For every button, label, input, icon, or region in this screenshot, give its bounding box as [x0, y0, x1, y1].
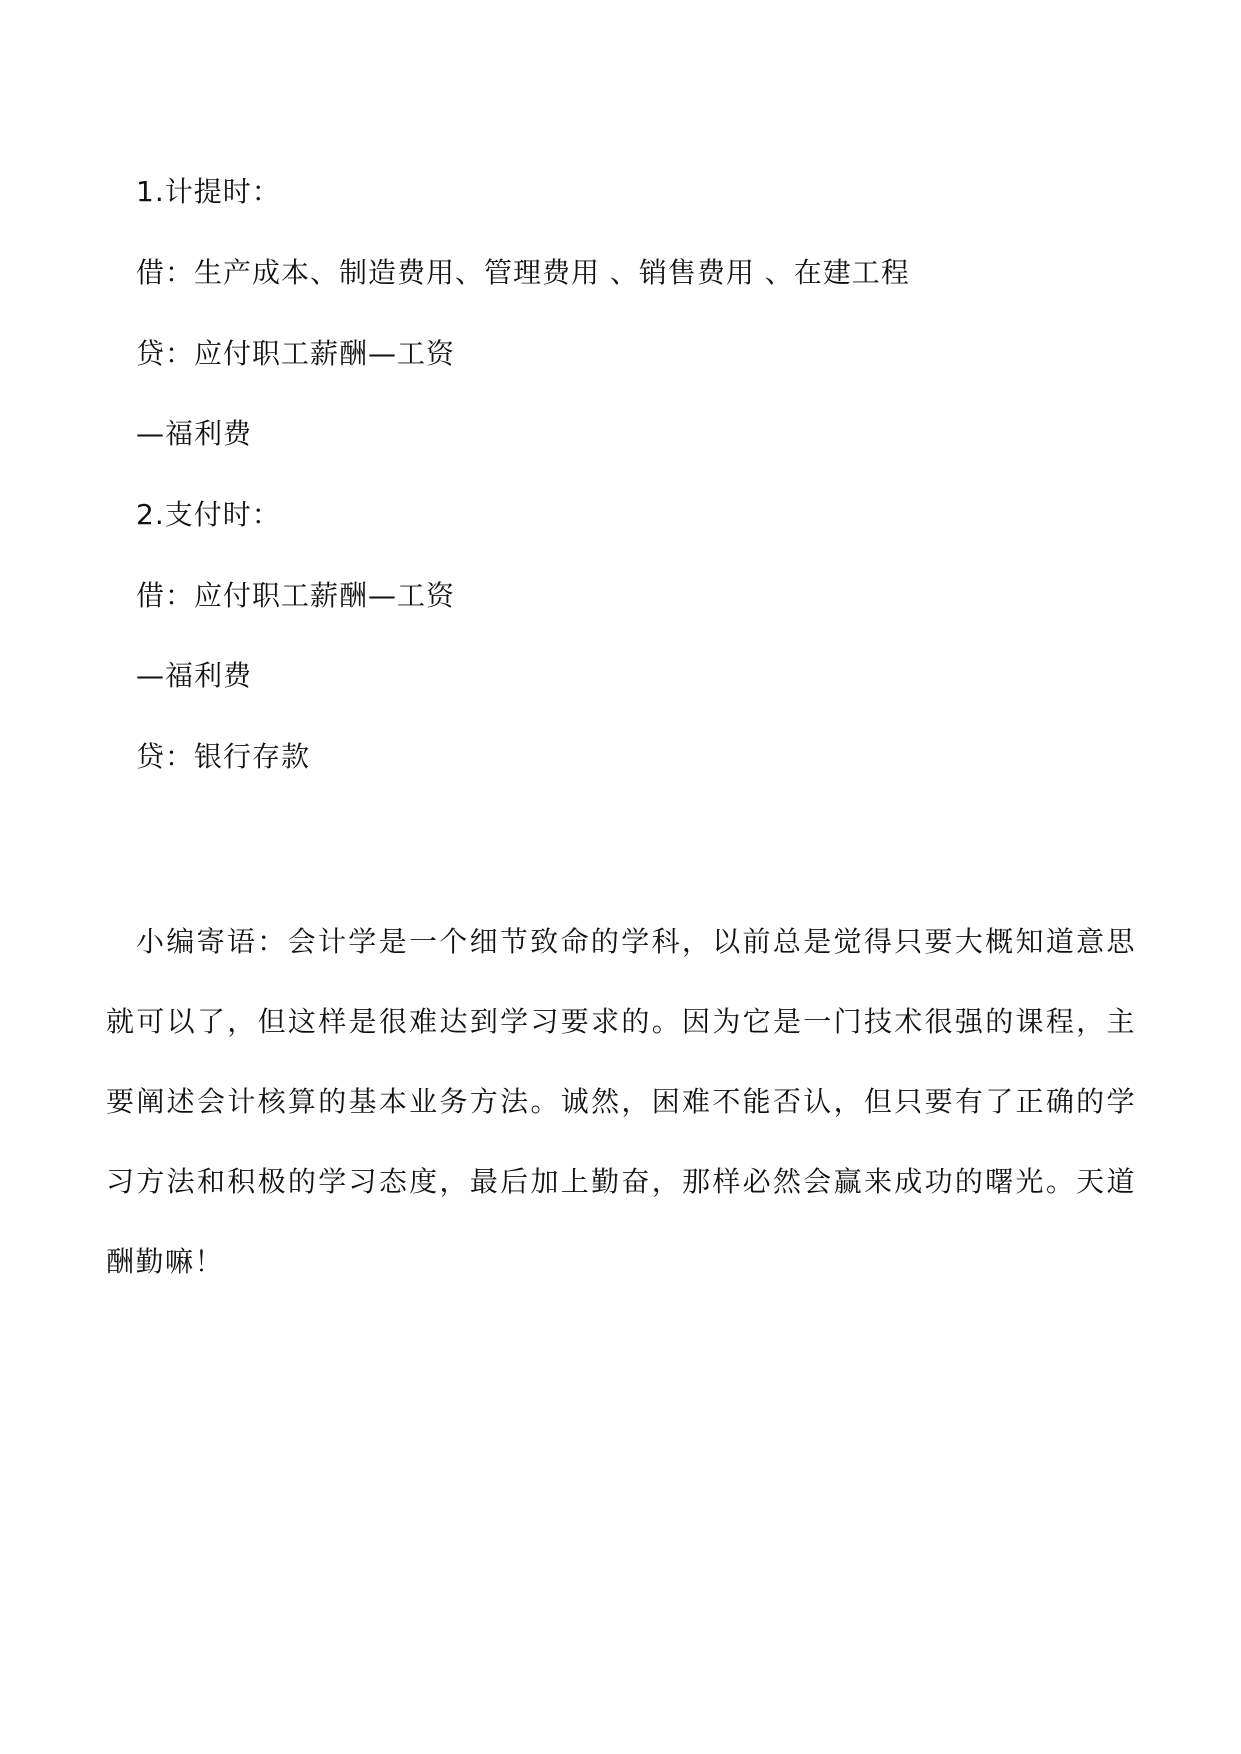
payment-debit-subitem: —福利费 — [136, 659, 253, 692]
accrual-credit-line: 贷：应付职工薪酬—工资 — [136, 337, 456, 370]
editor-note-paragraph: 小编寄语：会计学是一个细节致命的学科，以前总是觉得只要大概知道意思就可以了，但这样是很难达到学习要求的。因为它是一门技术很强的课程，主要阐述会计核算的基本业务方法。诚然，困难不能否认，但只要有了正确的学习方法和积极的学习态度，最后加上勤奋，那样必然会赢来成功的曙光。天道酬勤嘛！ — [106, 925, 1136, 1278]
accrual-heading: 1.计提时： — [136, 175, 281, 208]
accrual-debit-line: 借：生产成本、制造费用、管理费用 、销售费用 、在建工程 — [136, 256, 910, 289]
payment-credit-line: 贷：银行存款 — [136, 740, 311, 773]
payment-debit-line: 借：应付职工薪酬—工资 — [136, 579, 456, 612]
accrual-credit-subitem: —福利费 — [136, 417, 253, 450]
payment-heading: 2.支付时： — [136, 498, 281, 531]
